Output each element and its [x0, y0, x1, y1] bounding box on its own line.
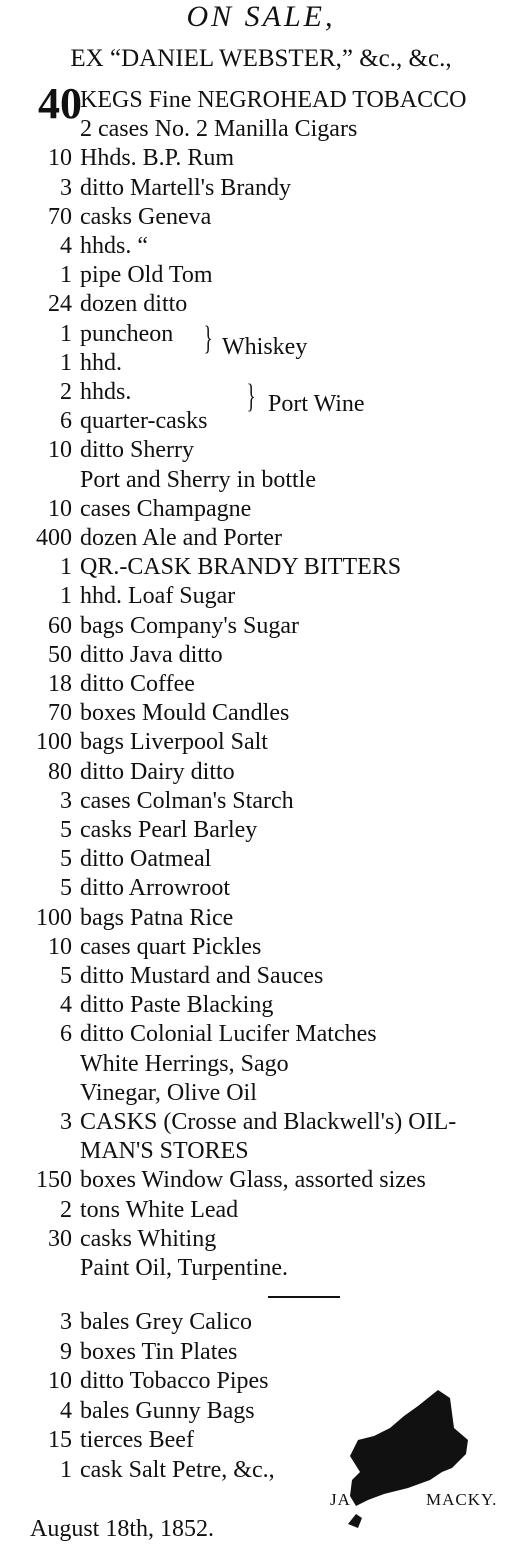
item-quantity: 10: [48, 495, 72, 522]
list-item: [0, 933, 522, 962]
list-item: [0, 758, 522, 787]
item-description: casks Geneva: [80, 203, 212, 230]
item-description: bags Company's Sugar: [80, 612, 299, 639]
item-quantity: 30: [48, 1225, 72, 1252]
list-item: [0, 203, 522, 232]
list-item: [0, 874, 522, 903]
item-quantity: 3: [60, 1109, 72, 1135]
item-description: dozen ditto: [80, 291, 188, 318]
signature-right: MACKY.: [426, 1490, 498, 1509]
list-item: [0, 1108, 522, 1137]
item-description: casks Pearl Barley: [80, 817, 258, 843]
item-description: bags Liverpool Salt: [80, 729, 268, 756]
list-item: [0, 144, 522, 173]
item-description: Paint Oil, Turpentine.: [80, 1255, 289, 1281]
item-description: ditto Tobacco Pipes: [80, 1368, 269, 1394]
list-item: [0, 845, 522, 874]
list-item: [0, 232, 522, 261]
item-quantity: 5: [60, 963, 72, 989]
ship-line: EX “DANIEL WEBSTER,” &c., &c.,: [70, 45, 452, 72]
list-item: [0, 962, 522, 991]
list-item: [0, 378, 522, 407]
item-description: White Herrings, Sago: [80, 1050, 289, 1077]
item-description: puncheon: [80, 320, 174, 347]
list-item: [0, 1254, 522, 1283]
item-description: 2 cases No. 2 Manilla Cigars: [80, 116, 358, 143]
list-item: [0, 787, 522, 816]
list-item: [0, 436, 522, 465]
item-description: ditto Dairy ditto: [80, 758, 235, 785]
list-item: [0, 79, 522, 128]
list-item: [0, 991, 522, 1020]
item-quantity: 1: [60, 1456, 72, 1483]
item-description: QR.-CASK BRANDY BITTERS: [80, 554, 402, 581]
item-description: ditto Java ditto: [80, 641, 223, 668]
item-description: ditto Paste Blacking: [80, 992, 274, 1019]
item-description: hhd.: [80, 349, 122, 376]
item-quantity: 10: [48, 437, 72, 464]
item-description: Vinegar, Olive Oil: [80, 1079, 257, 1106]
item-quantity: 5: [60, 817, 72, 843]
list-item: [0, 582, 522, 611]
item-quantity: 150: [36, 1167, 72, 1194]
item-quantity: 100: [36, 729, 72, 756]
item-quantity: 6: [60, 1021, 72, 1048]
item-description: boxes Mould Candles: [80, 700, 290, 727]
list-item: [0, 612, 522, 641]
item-description: casks Whiting: [80, 1225, 217, 1252]
item-description: KEGS Fine NEGROHEAD TOBACCO: [80, 87, 467, 113]
item-quantity: 60: [48, 612, 72, 639]
item-description: quarter-casks: [80, 408, 208, 435]
item-quantity: 6: [60, 408, 72, 435]
item-description: tons White Lead: [80, 1196, 239, 1223]
item-description: ditto Mustard and Sauces: [80, 963, 324, 989]
whiskey-label: Whiskey: [222, 334, 308, 360]
item-description: cases Colman's Starch: [80, 787, 294, 814]
item-quantity: 400: [36, 525, 72, 551]
list-item: [0, 699, 522, 728]
list-item: [0, 1225, 522, 1254]
item-quantity: 1: [60, 583, 72, 610]
ad-title: ON SALE,: [186, 0, 336, 33]
item-description: pipe Old Tom: [80, 262, 213, 289]
divider-rule: [268, 1296, 340, 1298]
item-quantity: 2: [60, 379, 72, 405]
list-item: [0, 495, 522, 524]
signature-left: JA: [330, 1490, 351, 1509]
list-item: [0, 1166, 522, 1195]
item-description: tierces Beef: [80, 1427, 194, 1453]
item-description: bales Gunny Bags: [80, 1397, 255, 1424]
list-item: [0, 1020, 522, 1049]
item-description: cases quart Pickles: [80, 933, 262, 960]
list-item: [0, 553, 522, 582]
list-item: [0, 816, 522, 845]
item-description: ditto Arrowroot: [80, 875, 230, 902]
item-quantity: 3: [60, 787, 72, 814]
list-item: [0, 1308, 522, 1337]
item-description: hhd. Loaf Sugar: [80, 583, 236, 610]
list-item: [0, 728, 522, 757]
item-quantity: 1: [60, 262, 72, 289]
item-description: hhds.: [80, 379, 132, 405]
list-item: [0, 1079, 522, 1108]
item-quantity: 4: [60, 992, 72, 1019]
list-item: [0, 670, 522, 699]
item-description: ditto Martell's Brandy: [80, 174, 291, 201]
item-quantity: 10: [48, 933, 72, 960]
item-quantity: 70: [48, 203, 72, 230]
list-item: [0, 904, 522, 933]
list-item: [0, 1050, 522, 1079]
list-item: [0, 524, 522, 553]
list-item: [0, 290, 522, 319]
item-quantity: 3: [60, 1309, 72, 1335]
item-quantity: 50: [48, 641, 72, 668]
item-quantity: 1: [60, 349, 72, 376]
whiskey-brace: }: [203, 320, 213, 357]
item-description: ditto Coffee: [80, 671, 195, 697]
item-quantity: 18: [48, 671, 72, 697]
item-description: dozen Ale and Porter: [80, 525, 282, 551]
item-quantity: 5: [60, 875, 72, 902]
item-description: boxes Window Glass, assorted sizes: [80, 1167, 426, 1194]
item-quantity: 24: [48, 291, 72, 318]
item-quantity: 4: [60, 233, 72, 259]
item-quantity: 10: [48, 1368, 72, 1394]
date-line: August 18th, 1852.: [30, 1516, 215, 1542]
item-description: bales Grey Calico: [80, 1309, 252, 1335]
item-description: Port and Sherry in bottle: [80, 466, 316, 493]
item-description: Hhds. B.P. Rum: [80, 145, 235, 172]
item-quantity: 70: [48, 700, 72, 727]
item-quantity: 4: [60, 1397, 72, 1424]
port-wine-brace: }: [246, 378, 256, 415]
item-description: hhds. “: [80, 233, 148, 259]
list-item: [0, 1338, 522, 1367]
list-item: [0, 1137, 522, 1166]
item-quantity: 80: [48, 758, 72, 785]
item-quantity: 3: [60, 174, 72, 201]
item-quantity: 1: [60, 320, 72, 347]
list-item: [0, 261, 522, 290]
item-description: cask Salt Petre, &c.,: [80, 1456, 275, 1483]
item-description: MAN'S STORES: [80, 1138, 249, 1165]
item-description: boxes Tin Plates: [80, 1338, 238, 1365]
item-description: bags Patna Rice: [80, 904, 234, 931]
item-quantity: 40: [38, 79, 82, 128]
item-description: ditto Oatmeal: [80, 846, 212, 873]
list-item: [0, 466, 522, 495]
list-item: [0, 115, 522, 144]
item-quantity: 9: [60, 1338, 72, 1365]
list-item: [0, 174, 522, 203]
item-quantity: 10: [48, 145, 72, 172]
item-quantity: 1: [60, 554, 72, 581]
item-description: ditto Colonial Lucifer Matches: [80, 1021, 377, 1048]
item-quantity: 5: [60, 846, 72, 873]
list-item: [0, 641, 522, 670]
item-description: cases Champagne: [80, 495, 252, 522]
item-quantity: 15: [48, 1427, 72, 1453]
item-quantity: 2: [60, 1196, 72, 1223]
port-wine-label: Port Wine: [268, 391, 365, 417]
item-description: CASKS (Crosse and Blackwell's) OIL-: [80, 1109, 457, 1135]
item-quantity: 100: [36, 904, 72, 931]
item-description: ditto Sherry: [80, 437, 194, 464]
list-item: [0, 1196, 522, 1225]
list-item: [0, 407, 522, 436]
